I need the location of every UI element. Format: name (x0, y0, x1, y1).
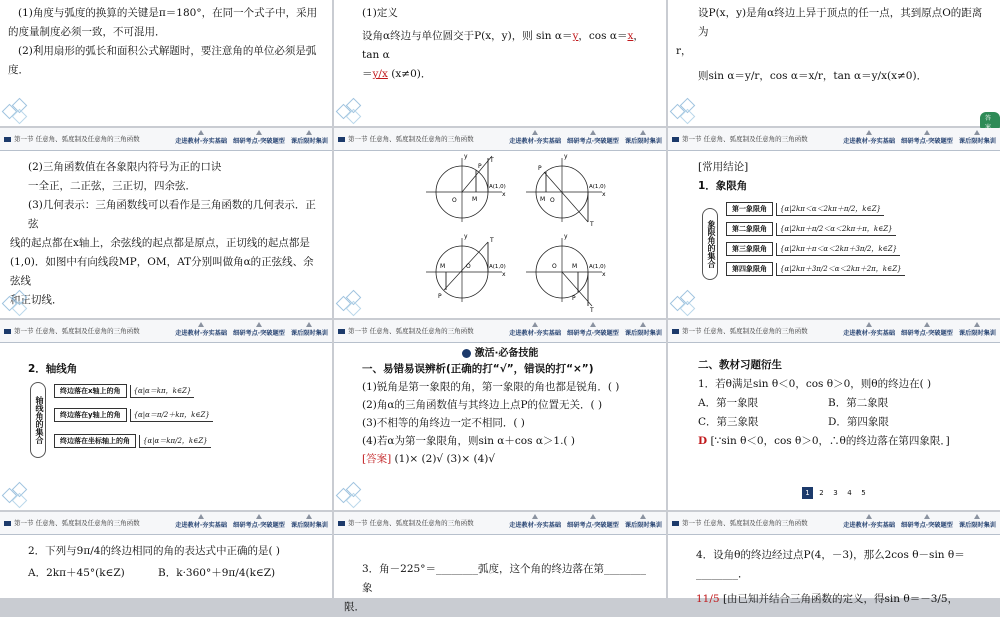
svg-text:y: y (564, 233, 568, 240)
svg-text:T: T (590, 307, 594, 314)
diamond-decoration-icon (2, 100, 28, 120)
section-heading: 二、教材习题衍生 (698, 359, 782, 371)
question-item: (3)不相等的角终边一定不相同．( ) (362, 417, 525, 429)
text-line: (2)利用扇形的弧长和面积公式解题时，要注意角的单位必须是弧 (18, 45, 317, 57)
slide-8[interactable] (334, 320, 666, 510)
nav-link[interactable]: 走进教材·夯实基础 (175, 330, 228, 337)
subheading: 2．轴线角 (28, 363, 78, 375)
tree-row: 终边落在坐标轴上的角 {α|α＝kπ/2，k∈Z} (54, 434, 211, 448)
slide-header (334, 320, 666, 343)
tree-row: 第三象限角 {α|2kπ＋π＜α＜2kπ＋3π/2，k∈Z} (726, 242, 900, 256)
diamond-decoration-icon (336, 292, 362, 312)
svg-text:M: M (572, 263, 578, 270)
slide-2[interactable] (334, 0, 666, 126)
text-line: 的度量制度必须一致，不可混用． (8, 26, 166, 38)
svg-text:x: x (502, 271, 506, 278)
nav-link[interactable]: 课后限时集训 (624, 330, 662, 337)
nav-link[interactable]: 细研考点·突破题型 (567, 522, 619, 529)
text-line: (1)定义 (362, 7, 398, 19)
section-tag: 第一节 任意角、弧度制及任意角的三角函数 (672, 326, 808, 335)
nav-link[interactable]: 细研考点·突破题型 (901, 138, 953, 145)
answer-line: 11/5 [由已知并结合三角函数的定义，得sin θ＝－3/5， (696, 593, 959, 605)
question-item: (4)若α为第一象限角，则sin α＋cos α＞1.( ) (362, 435, 575, 447)
svg-text:P: P (478, 163, 482, 170)
svg-text:P: P (538, 165, 542, 172)
svg-text:O: O (552, 263, 557, 270)
slide-header (334, 512, 666, 535)
tree-row: 第四象限角 {α|2kπ＋3π/2＜α＜2kπ＋2π，k∈Z} (726, 262, 905, 276)
nav-link[interactable]: 细研考点·突破题型 (901, 330, 953, 337)
answer-fraction: y/x (372, 68, 388, 80)
nav-link[interactable]: 课后限时集训 (290, 138, 328, 145)
answer-line: D [∵sin θ＜0，cos θ＞0，∴θ的终边落在第四象限．] (698, 435, 950, 447)
nav-link[interactable]: 细研考点·突破题型 (567, 138, 619, 145)
page-4[interactable]: 4 (847, 489, 852, 497)
question-cont: 限． (344, 601, 365, 613)
answer-line: [答案] (1)× (2)√ (3)× (4)√ (362, 453, 496, 465)
section-tag: 第一节 任意角、弧度制及任意角的三角函数 (338, 518, 474, 527)
slide-12[interactable] (668, 512, 1000, 605)
text-line: 度． (8, 64, 29, 76)
slide-5[interactable] (334, 128, 666, 318)
section-title: [常用结论] (698, 161, 749, 173)
subheading: 1．象限角 (698, 180, 748, 192)
nav-link[interactable]: 课后限时集训 (624, 138, 662, 145)
section-tag: 第一节 任意角、弧度制及任意角的三角函数 (4, 518, 140, 527)
text-line: (3)几何表示：三角函数线可以看作是三角函数的几何表示．正弦 (28, 199, 316, 230)
nav-link[interactable]: 走进教材·夯实基础 (843, 330, 896, 337)
slide-header (0, 128, 332, 151)
section-heading: 一、易错易误辨析(正确的打“√”，错误的打“×”) (362, 363, 594, 375)
section-tag: 第一节 任意角、弧度制及任意角的三角函数 (338, 134, 474, 143)
page-1[interactable]: 1 (802, 487, 813, 499)
diagram-q2 (526, 153, 606, 228)
slide-7[interactable] (0, 320, 332, 510)
diamond-decoration-icon (336, 100, 362, 120)
nav-link[interactable]: 课后限时集训 (958, 522, 996, 529)
option-a[interactable]: A．第一象限 (698, 397, 759, 409)
nav-link[interactable]: 走进教材·夯实基础 (509, 138, 562, 145)
slide-header (668, 512, 1000, 535)
text-line: 则sin α＝y/r，cos α＝x/r，tan α＝y/x(x≠0)． (698, 70, 928, 82)
option-d[interactable]: D．第四象限 (828, 416, 889, 428)
nav-link[interactable]: 走进教材·夯实基础 (843, 522, 896, 529)
axis-angle-tree (30, 382, 320, 462)
nav-link[interactable]: 走进教材·夯实基础 (843, 138, 896, 145)
option-c[interactable]: C．第三象限 (698, 416, 759, 428)
svg-text:x: x (602, 191, 606, 198)
page-3[interactable]: 3 (833, 489, 838, 497)
definition-line: 设角α终边与单位圆交于P(x，y)，则 sin α＝y，cos α＝x，tan α (362, 30, 644, 61)
diamond-decoration-icon (336, 484, 362, 504)
svg-text:P: P (438, 293, 442, 300)
text-line: (1)角度与弧度的换算的关键是π＝180°，在同一个式子中，采用 (18, 7, 318, 19)
nav-link[interactable]: 细研考点·突破题型 (901, 522, 953, 529)
diagram-q1 (426, 153, 506, 222)
answer-y: y (572, 30, 579, 42)
nav-link[interactable]: 细研考点·突破题型 (233, 522, 285, 529)
text-line: (2)三角函数值在各象限内符号为正的口诀 (28, 161, 222, 173)
svg-text:y: y (564, 153, 568, 160)
svg-text:M: M (540, 196, 546, 203)
question-item: (2)角α的三角函数值与其终边上点P的位置无关．( ) (362, 399, 603, 411)
answer-x: x (627, 30, 634, 42)
slide-9[interactable] (668, 320, 1000, 510)
section-tag: 第一节 任意角、弧度制及任意角的三角函数 (672, 134, 808, 143)
nav-link[interactable]: 走进教材·夯实基础 (509, 330, 562, 337)
nav-link[interactable]: 课后限时集训 (624, 522, 662, 529)
diamond-decoration-icon (670, 100, 696, 120)
nav-link[interactable]: 细研考点·突破题型 (233, 330, 285, 337)
svg-text:A(1,0): A(1,0) (489, 264, 506, 270)
diamond-decoration-icon (2, 292, 28, 312)
skill-banner: 激活·必备技能 (334, 344, 666, 359)
slide-6[interactable] (668, 128, 1000, 318)
trig-lines-diagram (334, 150, 666, 318)
slide-header (668, 320, 1000, 343)
nav-link[interactable]: 细研考点·突破题型 (567, 330, 619, 337)
diamond-decoration-icon (670, 292, 696, 312)
question-item: (1)锐角是第一象限的角，第一象限的角也都是锐角．( ) (362, 381, 620, 393)
svg-text:y: y (464, 233, 468, 240)
svg-text:y: y (464, 153, 468, 160)
slide-header (0, 512, 332, 535)
slide-header (0, 320, 332, 343)
text-line: 线的起点都在x轴上，余弦线的起点都是原点，正切线的起点都是 (10, 237, 310, 249)
svg-text:x: x (602, 271, 606, 278)
svg-text:x: x (502, 191, 506, 198)
tree-row: 第一象限角 {α|2kπ＜α＜2kπ＋π/2，k∈Z} (726, 202, 884, 216)
option-b[interactable]: B．第二象限 (828, 397, 889, 409)
svg-text:T: T (490, 157, 494, 164)
question: 4．设角θ的终边经过点P(4，－3)，那么2cos θ－sin θ＝________． (696, 549, 965, 580)
text-line: r， (676, 45, 692, 57)
page-5[interactable]: 5 (861, 489, 866, 497)
text-line: 设P(x，y)是角α终边上异于顶点的任一点，其到原点O的距离为 (698, 7, 983, 38)
section-tag: 第一节 任意角、弧度制及任意角的三角函数 (4, 134, 140, 143)
svg-text:O: O (550, 197, 555, 204)
nav-link[interactable]: 细研考点·突破题型 (233, 138, 285, 145)
svg-text:O: O (466, 263, 471, 270)
definition-line: ＝y/x (x≠0)． (362, 68, 432, 80)
slide-3[interactable] (668, 0, 1000, 126)
svg-text:M: M (472, 196, 478, 203)
slide-header (334, 128, 666, 151)
nav-link[interactable]: 课后限时集训 (290, 330, 328, 337)
svg-text:M: M (440, 263, 446, 270)
option-b[interactable]: B．k·360°＋9π/4(k∈Z) (158, 567, 276, 579)
slide-header (668, 128, 1000, 151)
nav-link[interactable]: 课后限时集训 (290, 522, 328, 529)
svg-text:A(1,0): A(1,0) (589, 264, 606, 270)
nav-link[interactable]: 课后限时集训 (958, 330, 996, 337)
pager (802, 486, 872, 499)
nav-link[interactable]: 课后限时集训 (958, 138, 996, 145)
question: 1．若θ满足sin θ＜0，cos θ＞0，则θ的终边在( ) (698, 378, 932, 390)
nav-link[interactable]: 走进教材·夯实基础 (175, 522, 228, 529)
tree-root: 象限角的集合 (702, 208, 718, 280)
section-tag: 第一节 任意角、弧度制及任意角的三角函数 (338, 326, 474, 335)
text-line: (1,0)．如图中有向线段MP，OM，AT分别叫做角α的正弦线、余弦线 (10, 256, 314, 287)
text-line: 和正切线． (10, 294, 63, 306)
svg-text:O: O (452, 197, 457, 204)
diagram-q4 (526, 233, 606, 314)
svg-text:A(1,0): A(1,0) (489, 184, 506, 190)
slide-1[interactable] (0, 0, 332, 126)
svg-text:T: T (490, 237, 494, 244)
page-2[interactable]: 2 (819, 489, 824, 497)
answer-badge[interactable]: 答 (980, 112, 1000, 132)
tree-root: 轴线角的集合 (30, 382, 46, 458)
tree-row: 终边落在x轴上的角 {α|α＝kπ，k∈Z} (54, 384, 194, 398)
nav-link[interactable]: 走进教材·夯实基础 (509, 522, 562, 529)
nav-link[interactable]: 走进教材·夯实基础 (175, 138, 228, 145)
diagram-q3 (426, 233, 506, 302)
slide-11[interactable] (334, 512, 666, 613)
banner-icon (462, 349, 471, 358)
text-line: 一全正，二正弦，三正切，四余弦． (28, 180, 196, 192)
diamond-decoration-icon (2, 484, 28, 504)
section-tag: 第一节 任意角、弧度制及任意角的三角函数 (4, 326, 140, 335)
svg-text:A(1,0): A(1,0) (589, 184, 606, 190)
question: 2．下列与9π/4的终边相同的角的表达式中正确的是( ) (28, 545, 281, 557)
question: 3．角－225°＝________弧度，这个角的终边落在第________象 (362, 563, 646, 594)
section-tag: 第一节 任意角、弧度制及任意角的三角函数 (672, 518, 808, 527)
slide-4[interactable] (0, 128, 332, 318)
quadrant-angle-tree (702, 202, 992, 302)
option-a[interactable]: A．2kπ＋45°(k∈Z) (28, 567, 125, 579)
svg-text:P: P (572, 295, 576, 302)
svg-text:T: T (590, 221, 594, 228)
tree-row: 第二象限角 {α|2kπ＋π/2＜α＜2kπ＋π，k∈Z} (726, 222, 896, 236)
slide-10[interactable] (0, 512, 332, 598)
tree-row: 终边落在y轴上的角 {α|α＝π/2＋kπ，k∈Z} (54, 408, 213, 422)
